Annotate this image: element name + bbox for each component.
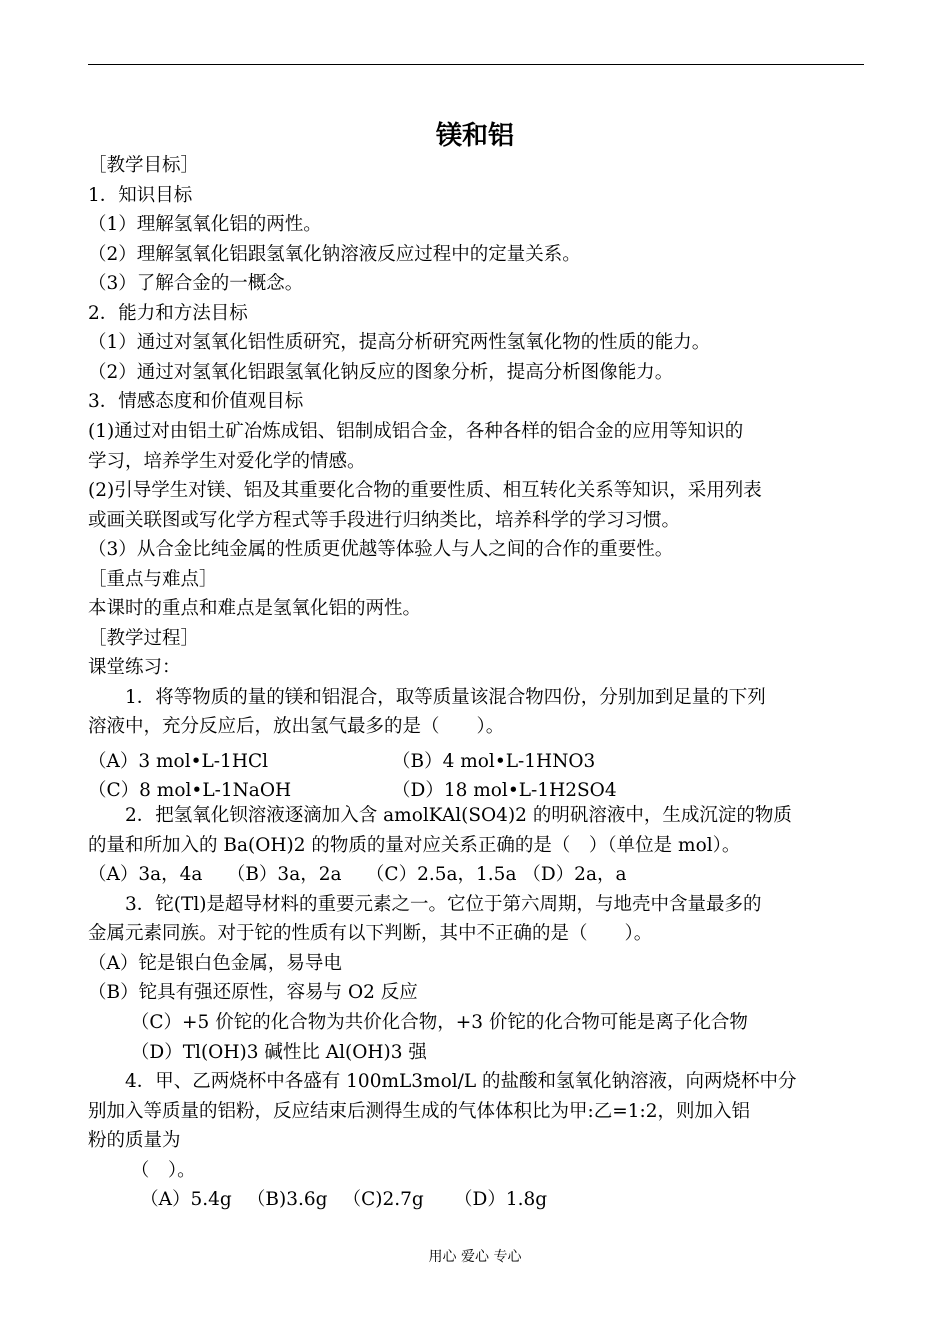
text-line: 本课时的重点和难点是氢氧化铝的两性。 [88,598,422,620]
text-line: （3）从合金比纯金属的性质更优越等体验人与人之间的合作的重要性。 [88,539,674,561]
text-line: （A）5.4g （B)3.6g （C)2.7g （D）1.8g [88,1189,548,1211]
text-line: （3）了解合金的一概念。 [88,273,304,295]
text-line: （A）3a，4a （B）3a，2a （C）2.5a，1.5a （D）2a，a [88,864,627,886]
text-line: （1）通过对氢氧化铝性质研究，提高分析研究两性氢氧化物的性质的能力。 [88,332,711,354]
q1-option-a: （A）3 mol•L-1HCl [88,751,269,772]
text-line: 的量和所加入的 Ba(OH)2 的物质的量对应关系正确的是（ ）（单位是 mol）。 [88,834,741,856]
q1-option-c: （C）8 mol•L-1NaOH [88,780,292,801]
text-line: （C）+5 价铊的化合物为共价化合物，+3 价铊的化合物可能是离子化合物 [88,1011,748,1033]
text-line: 1．将等物质的量的镁和铝混合，取等质量该混合物四份，分别加到足量的下列 [88,686,766,708]
text-line: 学习，培养学生对爱化学的情感。 [88,450,366,472]
text-line: （2）通过对氢氧化铝跟氢氧化钠反应的图象分析，提高分析图像能力。 [88,361,674,383]
text-line: （D）Tl(OH)3 碱性比 Al(OH)3 强 [88,1041,427,1063]
text-line: 2．能力和方法目标 [88,302,248,324]
text-line: （B）铊具有强还原性，容易与 O2 反应 [88,982,418,1004]
text-line: 金属元素同族。对于铊的性质有以下判断，其中不正确的是（ ）。 [88,923,653,945]
text-line: (1)通过对由铝土矿冶炼成铝、铝制成铝合金，各种各样的铝合金的应用等知识的 [88,420,744,442]
text-line: 3．铊(Tl)是超导材料的重要元素之一。它位于第六周期，与地壳中含量最多的 [88,893,762,915]
text-line: 溶液中，充分反应后，放出氢气最多的是（ ）。 [88,716,505,738]
text-line: 或画关联图或写化学方程式等手段进行归纳类比，培养科学的学习习惯。 [88,509,681,531]
text-line: 别加入等质量的铝粉，反应结束后测得生成的气体体积比为甲:乙=1:2，则加入铝 [88,1100,751,1122]
text-line: 4．甲、乙两烧杯中各盛有 100mL3mol/L 的盐酸和氢氧化钠溶液，向两烧杯中分 [88,1071,797,1093]
text-line: ［教学目标］ [88,155,200,176]
text-line: ［重点与难点］ [88,568,218,590]
page-footer: 用心 爱心 专心 [428,1249,522,1265]
text-line: （A）铊是银白色金属，易导电 [88,952,342,974]
text-line: （1）理解氢氧化铝的两性。 [88,214,322,236]
text-line: 1．知识目标 [88,184,193,206]
text-line: 3．情感态度和价值观目标 [88,391,304,413]
text-line: 粉的质量为 [88,1130,181,1152]
header-rule [88,64,864,65]
q1-option-b: （B）4 mol•L-1HNO3 [392,751,596,772]
text-line: (2)引导学生对镁、铝及其重要化合物的重要性质、相互转化关系等知识，采用列表 [88,480,762,502]
text-line: （ ）。 [88,1159,196,1181]
q1-option-d: （D）18 mol•L-1H2SO4 [392,780,617,801]
text-line: ［教学过程］ [88,627,200,649]
document-title: 镁和铝 [435,121,514,151]
text-line: （2）理解氢氧化铝跟氢氧化钠溶液反应过程中的定量关系。 [88,243,581,265]
text-line: 课堂练习： [88,657,181,679]
text-line: 2．把氢氧化钡溶液逐滴加入含 amolKAl(SO4)2 的明矾溶液中，生成沉淀的物质 [88,805,792,827]
